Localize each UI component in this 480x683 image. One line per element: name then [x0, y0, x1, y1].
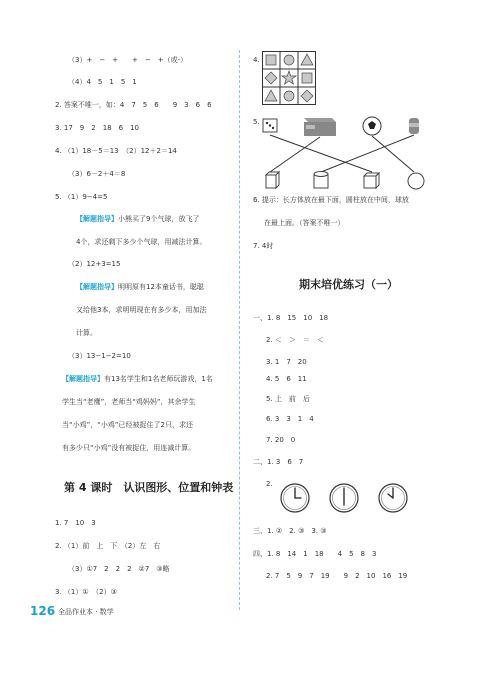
answer-line: 2. ＜ ＞ ＝ ＜ — [266, 336, 324, 344]
circle-shape — [284, 91, 294, 101]
column-divider — [239, 50, 240, 610]
answer-line: 2. 7 5 9 7 19 9 2 10 16 19 — [266, 572, 408, 580]
hint-line: 又给他3本，求明明现在有多少本，用加法 — [76, 306, 207, 314]
hint-line: 学生当“老鹰”，老师当“鸡妈妈”，其余学生 — [62, 398, 196, 406]
answer-line: （3）①7 2 2 2 ②7 ③略 — [68, 565, 170, 573]
answer-line: （4）4 5 1 5 1 — [68, 78, 137, 86]
answer-line: 6. 3 3 1 4 — [266, 415, 314, 423]
box-icon — [304, 118, 336, 136]
shape-grid — [262, 51, 316, 105]
answer-line: 3. 17 9 2 18 6 10 — [55, 124, 139, 132]
answer-line: 7. 20 0 — [266, 436, 296, 444]
hint-line: 有多少只“小鸡”没有被捉住，用连减计算。 — [62, 444, 196, 452]
hint-line: 当“小鸡”，“小鸡”已经被捉住了2只，求还 — [62, 421, 193, 429]
hint-line — [62, 375, 213, 384]
hint-tag: 【解题指导】 — [76, 283, 118, 291]
answer-line: 5. — [253, 118, 260, 126]
clock-faces — [278, 482, 420, 514]
answer-line: 3. （1）① （2）③ — [55, 588, 117, 596]
cylinder-shape — [314, 172, 328, 189]
cube-shape — [266, 172, 279, 188]
answer-line: （3）+ − + + − +（或-） — [68, 56, 188, 64]
matching-figure — [256, 112, 438, 192]
answer-line: 5. （1）9−4=5 — [55, 193, 108, 201]
page-number: 126 — [30, 604, 56, 618]
answer-line: 3. 1 7 20 — [266, 358, 307, 366]
hint-line — [76, 283, 204, 292]
section-heading: 期末培优练习（一） — [299, 278, 398, 291]
circle-shape — [284, 55, 294, 65]
hint-text: 小熊买了9个气球，放飞了 — [118, 215, 200, 223]
square-shape — [266, 55, 276, 65]
hint-line: 计算。 — [76, 329, 97, 337]
ball-icon — [363, 117, 381, 135]
answer-line: 一、1. 8 15 10 18 — [253, 314, 329, 322]
square-shape — [302, 73, 312, 83]
hint-tag: 【解题指导】 — [76, 215, 118, 223]
answer-line: 2. — [266, 480, 273, 488]
answer-line: 2. （1）前 上 下 （2）左 右 — [55, 542, 161, 550]
answer-line: 二、1. 3 6 7 — [253, 458, 304, 466]
answer-line: 四、1. 8 14 1 18 4 5 8 3 — [253, 550, 377, 558]
answer-line: 1. 7 10 3 — [55, 519, 96, 527]
sphere-shape — [408, 173, 424, 189]
answer-line: 4. — [253, 56, 260, 64]
section-heading: 第 4 课时 认识图形、位置和钟表 — [64, 481, 234, 494]
dice-icon — [263, 119, 277, 132]
book-title: 全品作业本 · 数学 — [58, 608, 114, 616]
hint-line — [76, 215, 199, 224]
answer-line: （3）13−1−2=10 — [68, 352, 131, 360]
hint-text: 有13名学生和1名老师玩游戏，1名 — [104, 375, 213, 383]
answer-line: 5. 上 前 后 — [266, 395, 310, 403]
answer-line: 4. （1）18－5＝13 （2）12＋2＝14 — [55, 147, 177, 155]
answer-line: 2. 答案不唯一，如：4 7 5 6 9 3 6 6 — [55, 101, 212, 109]
answer-line: 三、1. ② 2. ③ 3. ③ — [253, 527, 327, 535]
answer-line: 在最上面。（答案不唯一） — [264, 219, 345, 227]
hint-tag: 【解题指导】 — [62, 375, 104, 383]
hint-line: 4个，求还剩下多少个气球，用减法计算。 — [76, 238, 207, 246]
answer-line: 6. 提示：长方体放在最下面，圆柱放在中间，球放 — [253, 196, 409, 204]
answer-line: 4. 5 6 11 — [266, 375, 307, 383]
can-icon — [409, 118, 419, 134]
cuboid-shape — [364, 173, 379, 188]
hint-text: 明明原有12本童话书，聪聪 — [118, 283, 204, 291]
answer-line: （2）12+3=15 — [68, 260, 121, 268]
answer-line: （3）6－2＋4＝8 — [68, 170, 126, 178]
answer-line: 7. 4时 — [253, 242, 274, 250]
